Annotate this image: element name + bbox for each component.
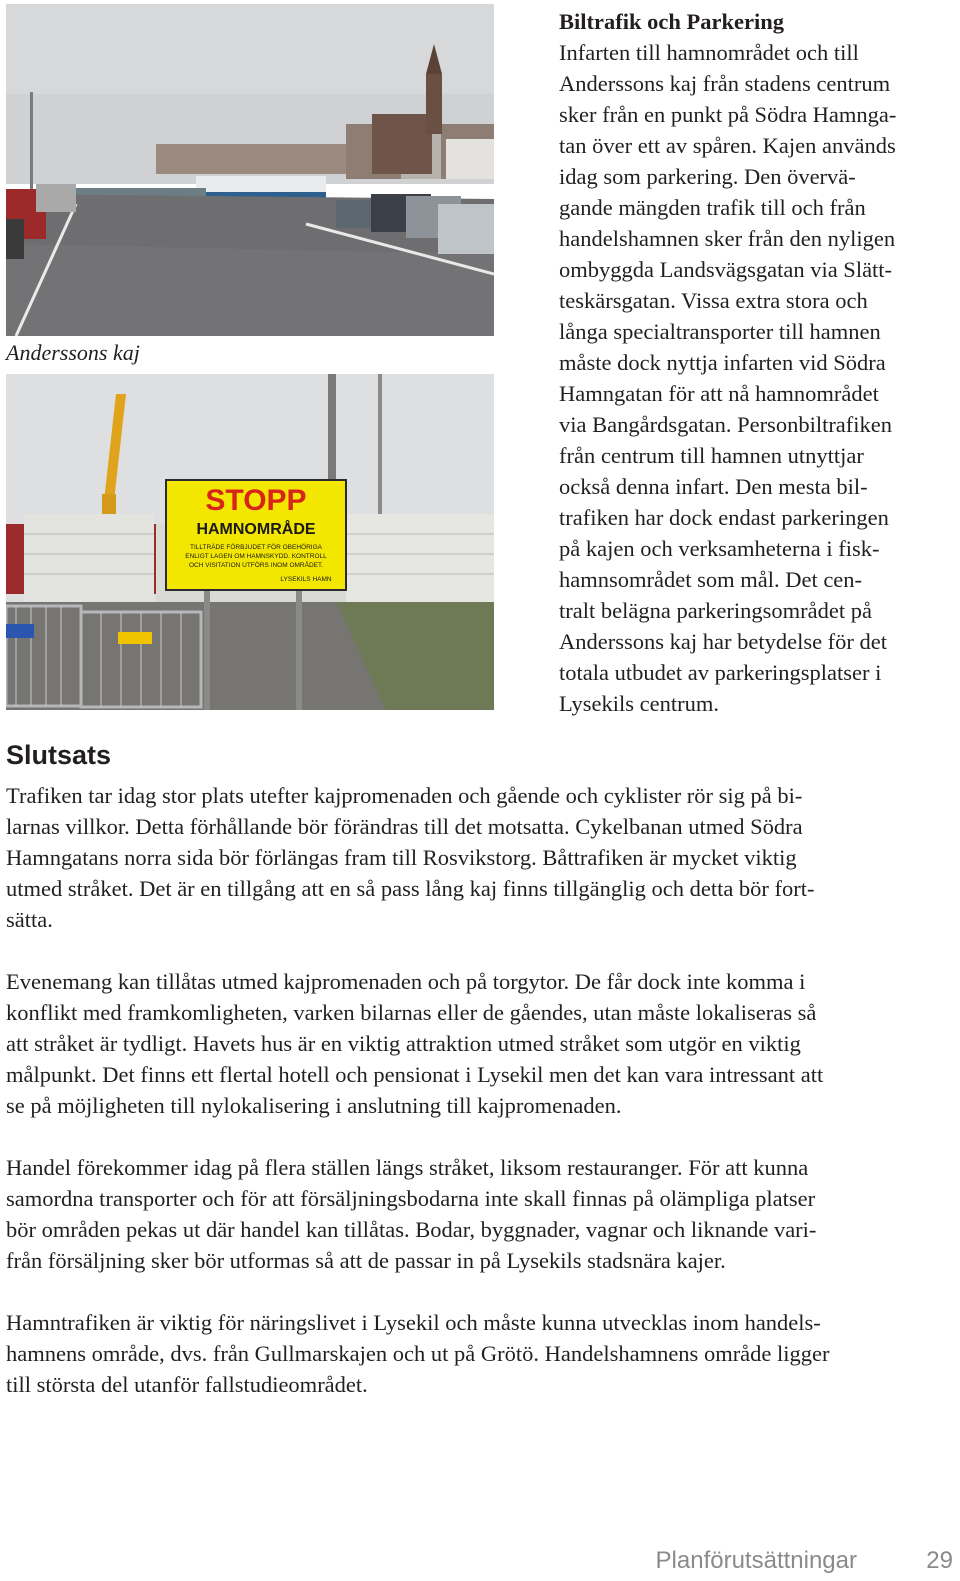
photo-anderssons-kaj [6, 4, 494, 336]
text-line: till största del utanför fallstudieområdet. [6, 1372, 368, 1397]
text-line: trafiken har dock endast parkeringen [559, 505, 889, 530]
page-number: 29 [926, 1547, 953, 1574]
text-line: också denna infart. Den mesta bil- [559, 474, 868, 499]
paragraph [6, 1152, 956, 1276]
paragraph [6, 1307, 956, 1400]
text-line: sätta. [6, 907, 53, 932]
sign-small-text-3: OCH VISITATION UTFÖRS INOM OMRÅDET. [188, 562, 324, 569]
text-line: Hamngatan för att nå hamnområdet [559, 381, 879, 406]
text-line: totala utbudet av parkeringsplatser i [559, 660, 882, 685]
text-line: långa specialtransporter till hamnen [559, 319, 881, 344]
text-line: hamnsområdet som mål. Det cen- [559, 567, 863, 592]
text-line: bör områden pekas ut där handel kan tillåtas. Bodar, byggnader, vagnar och liknande vari- [6, 1217, 817, 1242]
photo-caption: Anderssons kaj [6, 340, 140, 365]
text-line: från försäljning sker bör utformas så att de passar in på Lysekils stadsnära kajer. [6, 1248, 726, 1273]
text-line: tan över ett av spåren. Kajen används [559, 133, 896, 158]
footer-chapter-label: Planförutsättningar [655, 1547, 857, 1574]
text-line: från centrum till hamnen utnyttjar [559, 443, 864, 468]
photo-hamnomrade-sign [6, 374, 494, 710]
sign-subtitle-text: HAMNOMRÅDE [196, 521, 316, 538]
section-title-slutsats: Slutsats [6, 740, 112, 770]
sign-small-text-2: ENLIGT LAGEN OM HAMNSKYDD. KONTROLL [185, 553, 327, 560]
text-line: Infarten till hamnområdet och till [559, 40, 859, 65]
sign-owner-text: LYSEKILS HAMN [280, 576, 332, 583]
text-line: Anderssons kaj har betydelse för det [559, 629, 888, 654]
text-line: sker från en punkt på Södra Hamnga- [559, 102, 897, 127]
text-line: larnas villkor. Detta förhållande bör förändras till det motsatta. Cykelbanan utmed Södra [6, 814, 803, 839]
text-line: ombyggda Landsvägsgatan via Slätt- [559, 257, 893, 282]
text-line: teskärsgatan. Vissa extra stora och [559, 288, 868, 313]
paragraph [6, 780, 956, 935]
text-line: måste dock nyttja infarten vid Södra [559, 350, 886, 375]
text-line: utmed stråket. Det är en tillgång att en så pass lång kaj finns tillgänglig och detta bör fort- [6, 876, 815, 901]
section-heading-biltrafik: Biltrafik och Parkering [559, 9, 784, 34]
text-line: hamnens område, dvs. från Gullmarskajen och ut på Grötö. Handelshamnens område ligger [6, 1341, 830, 1366]
text-line: se på möjligheten till nylokalisering i anslutning till kajpromenaden. [6, 1093, 622, 1118]
text-line: konflikt med framkomligheten, varken bilarnas eller de gåendes, utan måste lokaliseras så [6, 1000, 817, 1025]
right-column-text [559, 6, 957, 719]
text-line: handelshamnen sker från den nyligen [559, 226, 896, 251]
text-line: målpunkt. Det finns ett flertal hotell och pensionat i Lysekil men det kan vara intressant att [6, 1062, 824, 1087]
text-line: idag som parkering. Den övervä- [559, 164, 856, 189]
text-line: samordna transporter och för att försäljningsbodarna inte skall finnas på olämpliga platser [6, 1186, 816, 1211]
paragraph [6, 966, 956, 1121]
text-line: Handel förekommer idag på flera ställen längs stråket, liksom restauranger. För att kunna [6, 1155, 809, 1180]
text-line: att stråket är tydligt. Havets hus är en viktig attraktion utmed stråket som utgör en viktig [6, 1031, 801, 1056]
text-line: på kajen och verksamheterna i fisk- [559, 536, 880, 561]
text-line: Anderssons kaj från stadens centrum [559, 71, 891, 96]
sign-small-text-1: TILLTRÄDE FÖRBJUDET FÖR OBEHÖRIGA [190, 544, 322, 551]
text-line: Hamntrafiken är viktig för näringslivet i Lysekil och måste kunna utvecklas inom handels- [6, 1310, 821, 1335]
text-line: via Bangårdsgatan. Personbiltrafiken [559, 412, 893, 437]
text-line: Trafiken tar idag stor plats utefter kajpromenaden och gående och cyklister rör sig på bi- [6, 783, 803, 808]
slutsats-body [6, 780, 956, 1431]
text-line: Lysekils centrum. [559, 691, 719, 716]
sign-title-text: STOPP [205, 484, 307, 517]
text-line: gande mängden trafik till och från [559, 195, 866, 220]
text-line: Evenemang kan tillåtas utmed kajpromenaden och på torgytor. De får dock inte komma i [6, 969, 806, 994]
text-line: tralt belägna parkeringsområdet på [559, 598, 872, 623]
text-line: Hamngatans norra sida bör förlängas fram till Rosvikstorg. Båttrafiken är mycket viktig [6, 845, 797, 870]
